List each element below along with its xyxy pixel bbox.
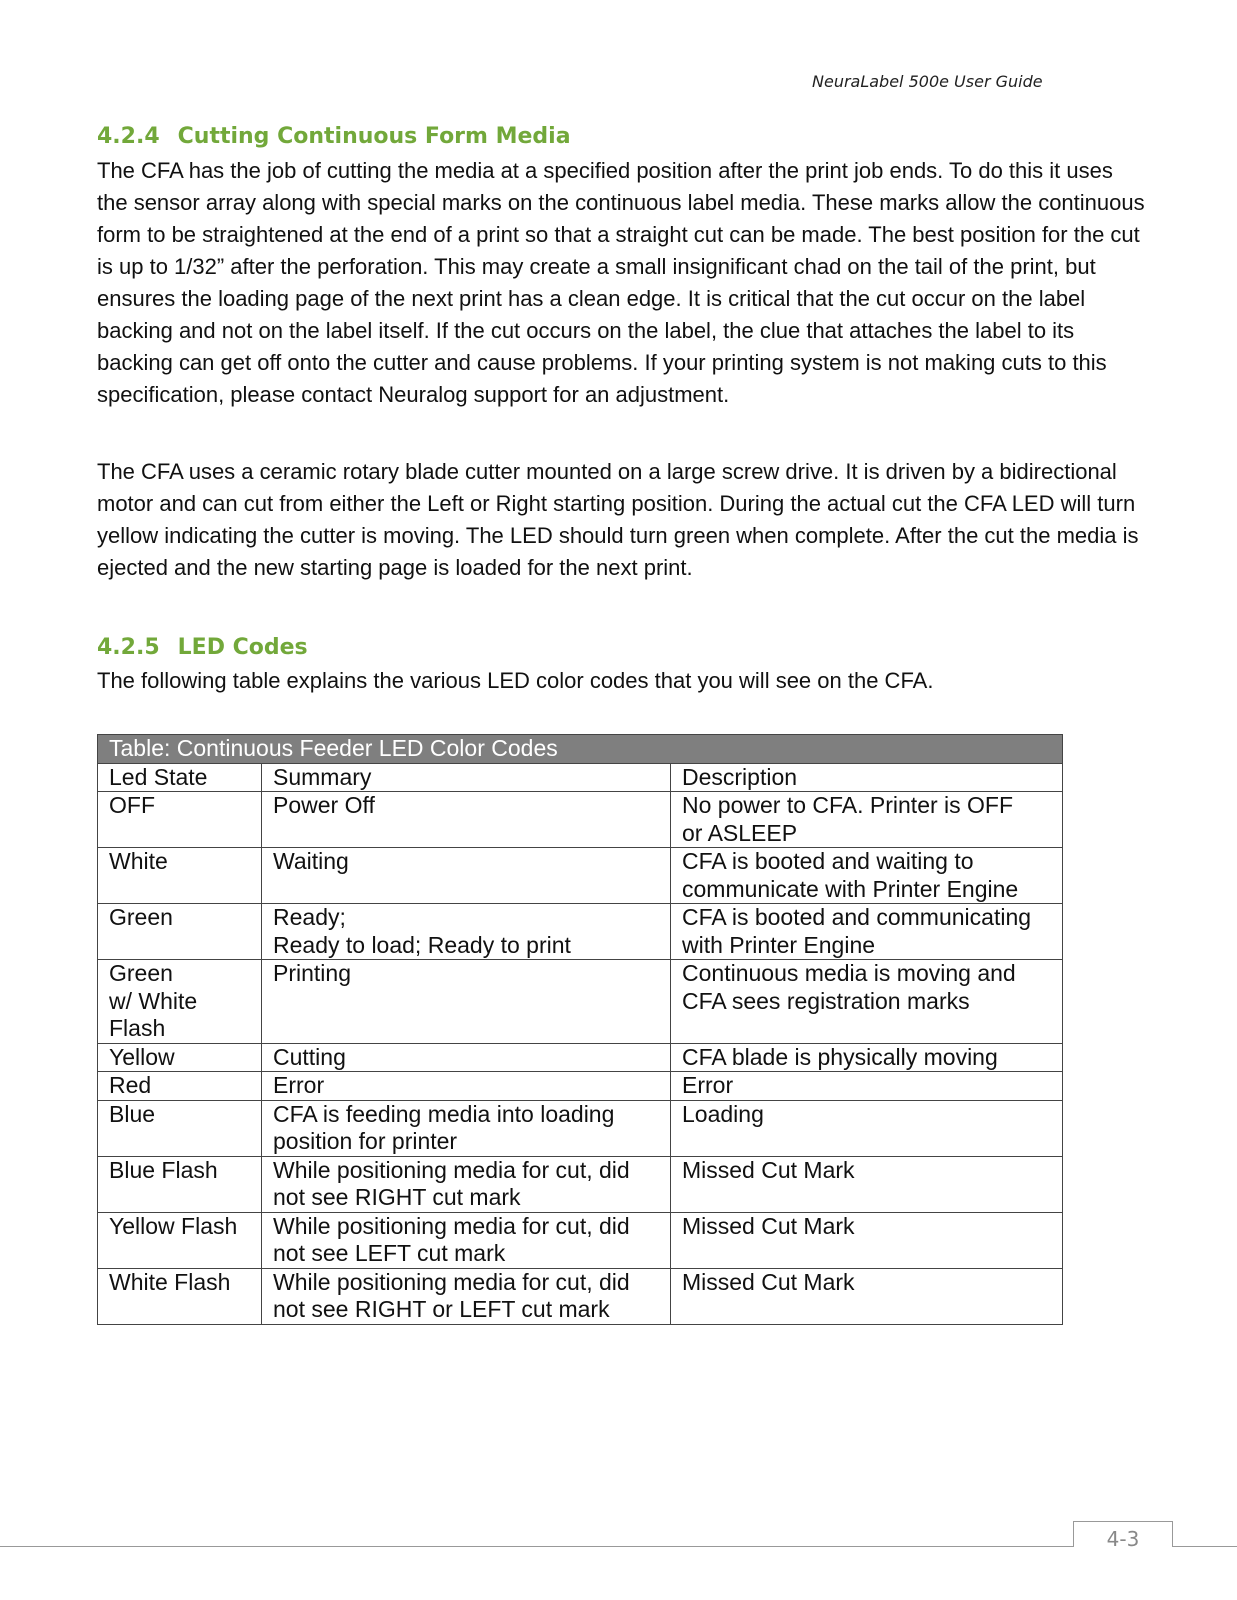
- description-cell: No power to CFA. Printer is OFF or ASLEEP: [671, 792, 1063, 848]
- led-state-cell: Blue Flash: [98, 1156, 262, 1212]
- led-state-cell: Green w/ White Flash: [98, 960, 262, 1044]
- led-state-cell: White Flash: [98, 1268, 262, 1324]
- description-cell: Loading: [671, 1100, 1063, 1156]
- description-cell: Error: [671, 1072, 1063, 1101]
- led-state-cell: Blue: [98, 1100, 262, 1156]
- summary-cell: Power Off: [262, 792, 671, 848]
- table-row: [98, 1268, 1063, 1324]
- summary-cell: Cutting: [262, 1043, 671, 1072]
- section-heading-cutting: [97, 124, 571, 149]
- summary-cell: While positioning media for cut, did not see RIGHT cut mark: [262, 1156, 671, 1212]
- led-state-cell: Red: [98, 1072, 262, 1101]
- led-state-cell: Green: [98, 904, 262, 960]
- description-cell: Missed Cut Mark: [671, 1268, 1063, 1324]
- column-header: Led State: [98, 763, 262, 792]
- table-row: [98, 792, 1063, 848]
- table-row: [98, 1072, 1063, 1101]
- description-cell: Missed Cut Mark: [671, 1156, 1063, 1212]
- column-header: Description: [671, 763, 1063, 792]
- body-paragraph: The CFA has the job of cutting the media at a specified position after the print job ends. To do this it uses the sensor array along with special marks on the continuous label media. These marks allow the continuous form to be straightened at the end of a print so that a straight cut can be made. The best position for the cut is up to 1/32” after the perforation. This may create a small insignificant chad on the tail of the print, but ensures the loading page of the next print has a clean edge. It is critical that the cut occur on the label backing and not on the label itself. If the cut occurs on the label, the clue that attaches the label to its backing can get off onto the cutter and cause problems. If your printing system is not making cuts to this specification, please contact Neuralog support for an adjustment.: [97, 158, 1145, 407]
- footer-rule: [0, 1546, 1237, 1547]
- summary-cell: Printing: [262, 960, 671, 1044]
- description-cell: CFA is booted and waiting to communicate with Printer Engine: [671, 848, 1063, 904]
- table-row: [98, 1100, 1063, 1156]
- body-paragraph: The following table explains the various LED color codes that you will see on the CFA.: [97, 668, 934, 693]
- led-state-cell: Yellow: [98, 1043, 262, 1072]
- table-row: [98, 848, 1063, 904]
- table-row: [98, 960, 1063, 1044]
- section-title-text: LED Codes: [177, 635, 308, 660]
- summary-cell: CFA is feeding media into loading position for printer: [262, 1100, 671, 1156]
- summary-cell: While positioning media for cut, did not see RIGHT or LEFT cut mark: [262, 1268, 671, 1324]
- table-row: [98, 1156, 1063, 1212]
- section-number: 4.2.5: [97, 635, 160, 660]
- led-codes-table: [97, 734, 1063, 1325]
- table-header-row: [98, 763, 1063, 792]
- table-row: [98, 1212, 1063, 1268]
- section-heading-led-codes: [97, 635, 308, 660]
- description-cell: CFA blade is physically moving: [671, 1043, 1063, 1072]
- led-state-cell: Yellow Flash: [98, 1212, 262, 1268]
- led-state-cell: OFF: [98, 792, 262, 848]
- summary-cell: Waiting: [262, 848, 671, 904]
- table-row: [98, 904, 1063, 960]
- section-number: 4.2.4: [97, 124, 160, 149]
- page-number: 4-3: [1106, 1527, 1140, 1551]
- summary-cell: Ready; Ready to load; Ready to print: [262, 904, 671, 960]
- description-cell: Missed Cut Mark: [671, 1212, 1063, 1268]
- table-body: [98, 763, 1063, 1324]
- body-paragraph: The CFA uses a ceramic rotary blade cutter mounted on a large screw drive. It is driven by a bidirectional motor and can cut from either the Left or Right starting position. During the actual cut the CFA LED will turn yellow indicating the cutter is moving. The LED should turn green when complete. After the cut the media is ejected and the new starting page is loaded for the next print.: [97, 459, 1139, 580]
- summary-cell: While positioning media for cut, did not see LEFT cut mark: [262, 1212, 671, 1268]
- running-header: NeuraLabel 500e User Guide: [812, 72, 1043, 91]
- description-cell: Continuous media is moving and CFA sees registration marks: [671, 960, 1063, 1044]
- led-state-cell: White: [98, 848, 262, 904]
- section-title-text: Cutting Continuous Form Media: [177, 124, 571, 149]
- table-row: [98, 1043, 1063, 1072]
- table-caption: Table: Continuous Feeder LED Color Codes: [98, 735, 1063, 764]
- description-cell: CFA is booted and communicating with Printer Engine: [671, 904, 1063, 960]
- summary-cell: Error: [262, 1072, 671, 1101]
- column-header: Summary: [262, 763, 671, 792]
